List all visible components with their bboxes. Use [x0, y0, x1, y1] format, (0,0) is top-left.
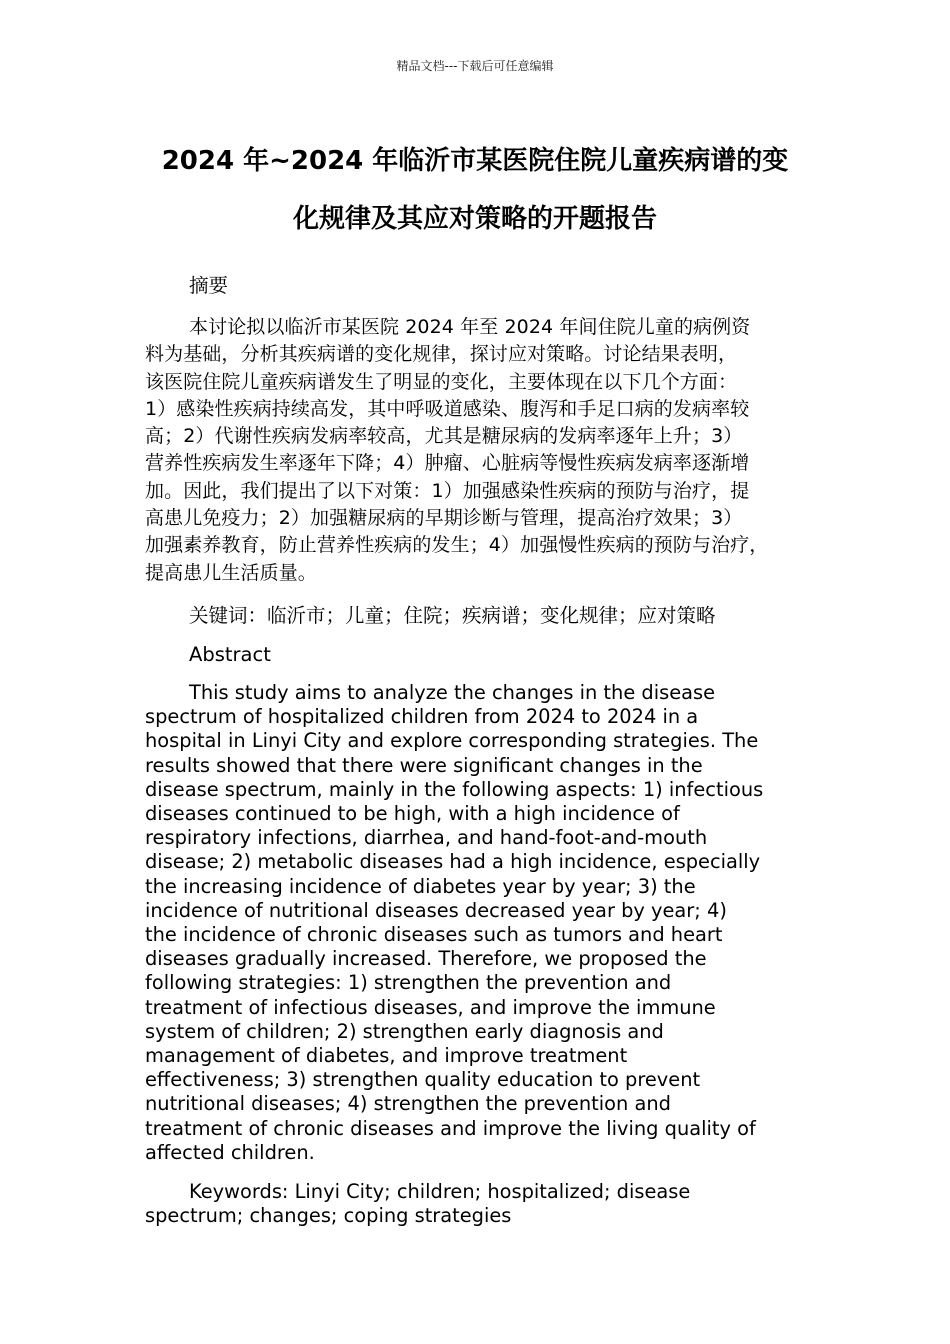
abstract-en-line: effectiveness; 3) strengthen quality education to prevent — [145, 1068, 701, 1092]
abstract-cn-line: 本讨论拟以临沂市某医院 2024 年至 2024 年间住院儿童的病例资 — [189, 316, 751, 338]
abstract-en-line: affected children. — [145, 1140, 315, 1164]
abstract-en-line: spectrum of hospitalized children from 2024 to 2024 in a — [145, 705, 699, 729]
abstract-en-line: diseases gradually increased. Therefore, we proposed the — [145, 947, 707, 971]
abstract-en-line: treatment of chronic diseases and improve the living quality of — [145, 1116, 756, 1140]
abstract-en-line: disease spectrum, mainly in the following aspects: 1) infectious — [145, 777, 764, 801]
abstract-en-line: treatment of infectious diseases, and improve the immune — [145, 995, 716, 1019]
abstract-cn-line: 加强素养教育，防止营养性疾病的发生；4）加强慢性疾病的预防与治疗， — [145, 534, 769, 557]
abstract-en-line: incidence of nutritional diseases decreased year by year; 4) — [145, 898, 727, 922]
abstract-en-line: following strategies: 1) strengthen the prevention and — [145, 971, 672, 995]
abstract-en-line: This study aims to analyze the changes in the disease — [189, 681, 716, 704]
document-title — [100, 132, 850, 248]
abstract-cn-line: 加。因此，我们提出了以下对策：1）加强感染性疾病的预防与治疗，提 — [145, 479, 750, 502]
abstract-en-line: diseases continued to be high, with a high incidence of — [145, 802, 680, 826]
abstract-cn-body — [145, 314, 810, 587]
abstract-en-line: management of diabetes, and improve treatment — [145, 1044, 628, 1068]
abstract-cn-line: 该医院住院儿童疾病谱发生了明显的变化，主要体现在以下几个方面： — [145, 370, 738, 393]
abstract-en-body — [145, 681, 810, 1165]
abstract-cn-line: 1）感染性疾病持续高发，其中呼吸道感染、腹泻和手足口病的发病率较 — [145, 397, 750, 420]
abstract-cn-heading: 摘要 — [189, 274, 229, 297]
abstract-en-line: the incidence of chronic diseases such as tumors and heart — [145, 923, 723, 947]
keywords-en-line: Keywords: Linyi City; children; hospitalized; disease — [189, 1180, 691, 1203]
keywords-en-line: spectrum; changes; coping strategies — [145, 1204, 512, 1228]
abstract-en-line: nutritional diseases; 4) strengthen the prevention and — [145, 1092, 671, 1116]
keywords-en — [145, 1180, 810, 1228]
abstract-cn-line: 提高患儿生活质量。 — [145, 561, 317, 584]
abstract-cn-line: 高患儿免疫力；2）加强糖尿病的早期诊断与管理，提高治疗效果；3） — [145, 507, 743, 530]
abstract-cn-line: 营养性疾病发生率逐年下降；4）肿瘤、心脏病等慢性疾病发病率逐渐增 — [145, 452, 750, 475]
abstract-en-heading: Abstract — [189, 643, 271, 666]
page-header-note: 精品文档---下载后可任意编辑 — [396, 59, 554, 73]
abstract-en-line: results showed that there were significant changes in the — [145, 753, 703, 777]
abstract-en-line: respiratory infections, diarrhea, and hand-foot-and-mouth — [145, 826, 708, 850]
title-line-1: 2024 年~2024 年临沂市某医院住院儿童疾病谱的变 — [161, 146, 789, 176]
abstract-en-line: the increasing incidence of diabetes year by year; 3) the — [145, 874, 696, 898]
abstract-en-line: system of children; 2) strengthen early diagnosis and — [145, 1019, 664, 1043]
abstract-en-line: disease; 2) metabolic diseases had a high incidence, especially — [145, 850, 761, 874]
title-line-2: 化规律及其应对策略的开题报告 — [292, 204, 657, 234]
abstract-en-line: hospital in Linyi City and explore corresponding strategies. The — [145, 729, 759, 753]
keywords-cn: 关键词：临沂市；儿童；住院；疾病谱；变化规律；应对策略 — [189, 604, 716, 627]
abstract-cn-line: 高；2）代谢性疾病发病率较高，尤其是糖尿病的发病率逐年上升；3） — [145, 425, 743, 448]
abstract-cn-line: 料为基础，分析其疾病谱的变化规律，探讨应对策略。讨论结果表明， — [145, 343, 738, 366]
